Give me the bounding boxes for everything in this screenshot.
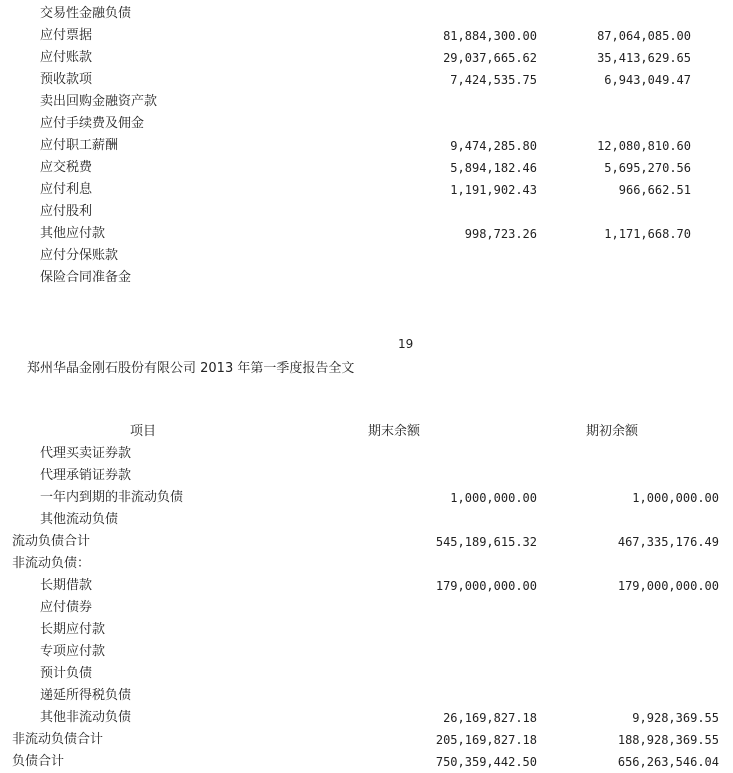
begin-balance-cell: 1,171,668.70 (604, 227, 691, 241)
begin-balance-cell: 467,335,176.49 (617, 535, 719, 549)
table-row (0, 465, 733, 487)
table-row (0, 597, 733, 619)
row-label: 应交税费 (40, 160, 93, 175)
row-label: 非流动负债合计 (12, 732, 104, 747)
table-row (0, 707, 733, 729)
end-balance-cell: 998,723.26 (464, 227, 537, 241)
row-label: 流动负债合计 (12, 534, 91, 549)
end-balance-cell: 750,359,442.50 (435, 755, 537, 769)
table-row (0, 201, 733, 223)
row-label: 应付债券 (40, 600, 93, 615)
row-label: 应付利息 (40, 182, 93, 197)
row-label: 负债合计 (12, 754, 65, 769)
row-label: 应付票据 (40, 28, 93, 43)
row-label: 应付手续费及佣金 (40, 116, 145, 131)
table-row (0, 531, 733, 553)
row-label: 一年内到期的非流动负债 (40, 490, 184, 505)
row-label: 预计负债 (40, 666, 93, 681)
end-balance-cell: 29,037,665.62 (443, 51, 537, 65)
table-row (0, 641, 733, 663)
row-label: 递延所得税负债 (40, 688, 132, 703)
table-row (0, 443, 733, 465)
row-label: 预收款项 (40, 72, 93, 87)
table-row (0, 729, 733, 751)
header-begin-balance: 期初余额 (586, 424, 639, 439)
begin-balance-cell: 5,695,270.56 (604, 161, 691, 175)
begin-balance-cell: 1,000,000.00 (632, 491, 719, 505)
table-row (0, 663, 733, 685)
page-number: 19 (398, 337, 414, 351)
row-label: 其他非流动负债 (40, 710, 132, 725)
end-balance-cell: 9,474,285.80 (450, 139, 537, 153)
end-balance-cell: 26,169,827.18 (443, 711, 537, 725)
table-row (0, 135, 733, 157)
begin-balance-cell: 6,943,049.47 (604, 73, 691, 87)
row-label: 代理买卖证券款 (40, 446, 132, 461)
begin-balance-cell: 12,080,810.60 (597, 139, 691, 153)
row-label: 应付账款 (40, 50, 93, 65)
end-balance-cell: 179,000,000.00 (435, 579, 537, 593)
table-row (0, 619, 733, 641)
table-row (0, 487, 733, 509)
row-label: 其他应付款 (40, 226, 106, 241)
begin-balance-cell: 179,000,000.00 (617, 579, 719, 593)
begin-balance-cell: 656,263,546.04 (617, 755, 719, 769)
header-end-balance: 期末余额 (368, 424, 421, 439)
table-row (0, 3, 733, 25)
row-label: 应付职工薪酬 (40, 138, 119, 153)
end-balance-cell: 545,189,615.32 (435, 535, 537, 549)
begin-balance-cell: 966,662.51 (618, 183, 691, 197)
table-row (0, 47, 733, 69)
end-balance-cell: 1,000,000.00 (450, 491, 537, 505)
header-item: 项目 (130, 424, 157, 439)
end-balance-cell: 7,424,535.75 (450, 73, 537, 87)
row-label: 保险合同准备金 (40, 270, 132, 285)
table-row (0, 91, 733, 113)
row-label: 其他流动负债 (40, 512, 119, 527)
table-row (0, 575, 733, 597)
table-row (0, 553, 733, 575)
end-balance-cell: 1,191,902.43 (450, 183, 537, 197)
begin-balance-cell: 87,064,085.00 (597, 29, 691, 43)
begin-balance-cell: 188,928,369.55 (617, 733, 719, 747)
table-row (0, 179, 733, 201)
row-label: 非流动负债： (12, 556, 91, 571)
end-balance-cell: 81,884,300.00 (443, 29, 537, 43)
row-label: 专项应付款 (40, 644, 106, 659)
table-row (0, 157, 733, 179)
table-row (0, 245, 733, 267)
table-row (0, 69, 733, 91)
begin-balance-cell: 9,928,369.55 (632, 711, 719, 725)
table-row (0, 267, 733, 289)
row-label: 卖出回购金融资产款 (40, 94, 158, 109)
table-row (0, 223, 733, 245)
end-balance-cell: 5,894,182.46 (450, 161, 537, 175)
row-label: 交易性金融负债 (40, 6, 132, 21)
row-label: 应付分保账款 (40, 248, 119, 263)
table-row (0, 113, 733, 135)
row-label: 长期应付款 (40, 622, 106, 637)
row-label: 代理承销证券款 (40, 468, 132, 483)
row-label: 长期借款 (40, 578, 93, 593)
table-row (0, 25, 733, 47)
begin-balance-cell: 35,413,629.65 (597, 51, 691, 65)
table-row (0, 685, 733, 707)
document-title: 郑州华晶金刚石股份有限公司 2013 年第一季度报告全文 (27, 361, 355, 376)
table-row (0, 509, 733, 531)
row-label: 应付股利 (40, 204, 93, 219)
end-balance-cell: 205,169,827.18 (435, 733, 537, 747)
